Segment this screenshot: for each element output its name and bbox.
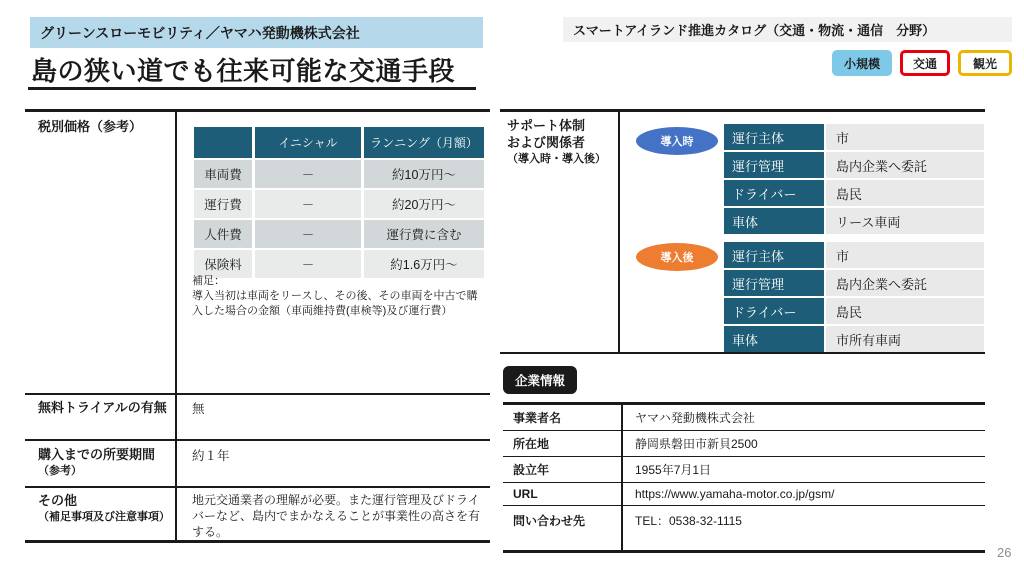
- company-row-value: https://www.yamaha-motor.co.jp/gsm/: [635, 487, 835, 501]
- price-note: [192, 274, 486, 319]
- price-row-personnel: [194, 220, 484, 248]
- support-row-key: 車体: [724, 208, 824, 234]
- program-bar: [30, 17, 483, 48]
- trial-label: 無料トライアルの有無: [38, 400, 167, 415]
- company-table: [503, 402, 985, 553]
- price-note-title: 補足：: [192, 275, 225, 287]
- price-item-label: 車両費: [194, 160, 252, 188]
- company-row-key: URL: [503, 483, 623, 505]
- support-row-value: リース車両: [826, 208, 984, 234]
- support-row: [724, 124, 984, 150]
- badge-transport: 交通: [900, 50, 950, 76]
- price-initial-value: －: [255, 190, 361, 218]
- support-row: [724, 242, 984, 268]
- company-row-address: [503, 431, 985, 457]
- support-row-value: 市: [826, 242, 984, 268]
- price-section-label: 税別価格（参考）: [38, 119, 143, 134]
- trial-value: 無: [192, 402, 205, 416]
- company-row-key: 事業者名: [503, 405, 623, 430]
- phase-badge-after: 導入後: [636, 243, 718, 271]
- purchase-label-note: （参考）: [38, 465, 82, 477]
- other-label-main: その他: [38, 493, 78, 508]
- left-panel-vertical-divider: [175, 109, 177, 543]
- support-panel-top-border: [500, 109, 985, 112]
- title-underline: [28, 87, 476, 90]
- support-row-key: 運行管理: [724, 152, 824, 178]
- price-table-header-row: [194, 127, 484, 158]
- price-item-label: 人件費: [194, 220, 252, 248]
- phase-badge-introduction: 導入時: [636, 127, 718, 155]
- left-panel-bottom-border: [25, 540, 490, 543]
- support-row: [724, 270, 984, 296]
- support-row: [724, 326, 984, 352]
- price-row-vehicle: [194, 160, 484, 188]
- company-row-key: 設立年: [503, 457, 623, 482]
- page-number: 26: [997, 545, 1012, 560]
- support-row-value: 島民: [826, 298, 984, 324]
- support-table-introduction: [724, 124, 984, 236]
- support-row-key: ドライバー: [724, 298, 824, 324]
- price-col-running: ランニング（月額）: [364, 127, 484, 158]
- price-running-value: 約20万円～: [364, 190, 484, 218]
- company-row-key: 所在地: [503, 431, 623, 456]
- support-section-label: [507, 117, 606, 168]
- company-row-value: 1955年7月1日: [635, 463, 712, 477]
- support-row: [724, 298, 984, 324]
- support-label-line3: （導入時・導入後）: [507, 153, 606, 165]
- price-table: [191, 125, 487, 280]
- company-info-badge: 企業情報: [503, 366, 577, 394]
- price-initial-value: －: [255, 160, 361, 188]
- company-row-value: ヤマハ発動機株式会社: [635, 411, 755, 425]
- support-row-key: ドライバー: [724, 180, 824, 206]
- price-initial-value: －: [255, 250, 361, 278]
- left-panel-divider-1: [25, 393, 490, 395]
- purchase-label: [38, 446, 155, 480]
- support-row: [724, 152, 984, 178]
- purchase-label-main: 購入までの所要期間: [38, 447, 156, 462]
- company-row-contact: [503, 506, 985, 550]
- price-running-value: 約10万円～: [364, 160, 484, 188]
- price-col-initial: イニシャル: [255, 127, 361, 158]
- support-table-after: [724, 242, 984, 354]
- price-running-value: 運行費に含む: [364, 220, 484, 248]
- support-row-key: 運行管理: [724, 270, 824, 296]
- price-item-label: 保険料: [194, 250, 252, 278]
- price-note-body: 導入当初は車両をリースし、その後、その車両を中古で購入した場合の金額（車両維持費(車検等)及び運行費）: [192, 290, 478, 317]
- support-row: [724, 180, 984, 206]
- other-value: 地元交通業者の理解が必要。また運行管理及びドライバーなど、島内でまかなえることが事業性の高さを有する。: [192, 493, 481, 539]
- left-panel-top-border: [25, 109, 490, 112]
- left-panel-divider-3: [25, 486, 490, 488]
- company-row-founded: [503, 457, 985, 483]
- company-row-url: [503, 483, 985, 506]
- left-panel-divider-2: [25, 439, 490, 441]
- company-row-value: TEL：0538-32-1115: [635, 514, 742, 528]
- support-row-value: 島内企業へ委託: [826, 270, 984, 296]
- other-label: [38, 492, 170, 526]
- price-running-value: 約1.6万円～: [364, 250, 484, 278]
- support-row-value: 島民: [826, 180, 984, 206]
- support-row-key: 車体: [724, 326, 824, 352]
- support-row-value: 市: [826, 124, 984, 150]
- price-col-item: [194, 127, 252, 158]
- catalog-bar-label: スマートアイランド推進カタログ（交通・物流・通信 分野）: [573, 23, 936, 38]
- support-row-key: 運行主体: [724, 242, 824, 268]
- company-row-name: [503, 405, 985, 431]
- company-row-key: 問い合わせ先: [503, 506, 623, 550]
- support-panel-vertical-divider: [618, 109, 620, 354]
- support-row-key: 運行主体: [724, 124, 824, 150]
- page-title: 島の狭い道でも往来可能な交通手段: [31, 56, 456, 86]
- badge-small-scale: 小規模: [832, 50, 892, 76]
- price-initial-value: －: [255, 220, 361, 248]
- other-label-note: （補足事項及び注意事項）: [38, 511, 170, 523]
- price-item-label: 運行費: [194, 190, 252, 218]
- purchase-value: 約１年: [192, 449, 230, 463]
- support-label-line2: および関係者: [507, 135, 586, 150]
- support-row-value: 市所有車両: [826, 326, 984, 352]
- support-label-line1: サポート体制: [507, 118, 586, 133]
- catalog-bar: [563, 17, 1012, 42]
- badge-tourism: 観光: [958, 50, 1012, 76]
- support-row: [724, 208, 984, 234]
- price-row-operation: [194, 190, 484, 218]
- program-bar-label: グリーンスローモビリティ／ヤマハ発動機株式会社: [40, 24, 360, 41]
- company-row-value: 静岡県磐田市新貝2500: [635, 437, 758, 451]
- support-row-value: 島内企業へ委託: [826, 152, 984, 178]
